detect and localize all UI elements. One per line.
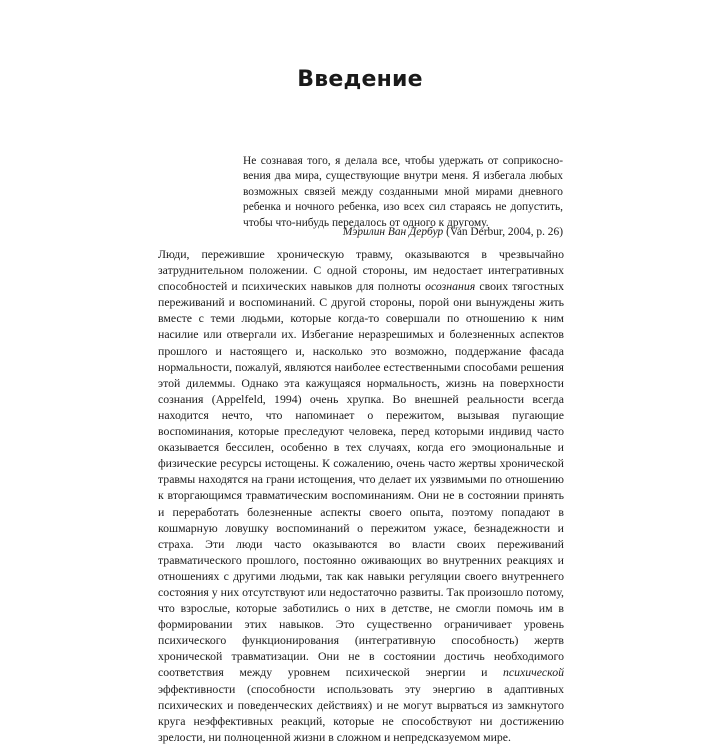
- body-text-part-2: своих тягостных переживаний и воспоминаний. С другой стороны, порой они вынуждены жить вместе с теми людьми, которые когда-то совершали по отношению к ним насилие или отвергали их. Избегание неразрешимых и болезненных аспектов прошлого и настоящего и, насколько это возможно, поддержание фасада нормальности, пожалуй, являются наиболее естественными способами решения этой дилеммы. Однако эта кажущаяся нормальность, жизнь на поверхности сознания (Appelfeld, 1994) очень хрупка. Во внешней реальности всегда находится нечто, что напоминает о пережитом, вызывая пугающие воспоминания, которые преследуют человека, перед которыми индивид часто оказывается бессилен, особенно в тех случаях, когда его эмоциональные и физические ресурсы истощены. К сожалению, очень часто жертвы хронической травмы находятся на грани истощения, что делает их уязвимыми по отношению к вторгающимся травматическим воспоминаниям. Они не в состоянии принять и переработать болезненные аспекты своего опыта, поэтому попадают в кошмарную ловушку воспоминаний о пережитом ужасе, безнадежности и страха. Эти люди часто оказываются во власти своих переживаний травматического прошлого, постоянно оживающих во внутренних реакциях и отношениях с другими людьми, так как навыки регуляции своего внутреннего состояния у них отсутствуют или недостаточно развиты. Так произошло потому, что взрослые, которые заботились о них в детстве, не смогли помочь им в формировании этих навыков. Это существенно ограничивает уровень психического функционирования (интегративную способность) жертв хронической травматизации. Они не в состоянии достичь необходимого соответствия между уровнем психической энергии и: [158, 279, 565, 680]
- epigraph-citation: (Van Derbur, 2004, p. 26): [443, 226, 563, 238]
- body-text-part-3: эффективности (способности использовать эту энергию в адаптивных психических и поведенческих действиях) и не могут вырваться из замкнутого круга неэффективных реакций, которые не способствуют ни достижению зрелости, ни полноценной жизни в сложном и непредсказуемом мире.: [158, 681, 564, 744]
- epigraph-source: [243, 225, 563, 240]
- body-paragraph: [158, 246, 564, 745]
- epigraph-author: Мэрилин Ван Дербур: [342, 226, 444, 238]
- body-text-part-1: Люди, пережившие хроническую травму, оказываются в чрезвычайно затруднительном положении. С одной стороны, им недостает интегративных способностей и психических навыков для полноты: [158, 247, 564, 294]
- body-emphasis-mental: психической: [503, 665, 564, 680]
- body-emphasis-awareness: осознания: [425, 279, 476, 294]
- epigraph-quote: Не сознавая того, я делала все, чтобы удержать от соприкосно-вения два мира, существующие внутри меня. Я избегала любых возможных связей между созданными мной мирами дневного ребенка и ночного ребенка, изо всех сил стараясь не допустить, чтобы что-нибудь передалось от одного к другому.: [243, 155, 563, 229]
- page-title: Введение: [297, 67, 423, 92]
